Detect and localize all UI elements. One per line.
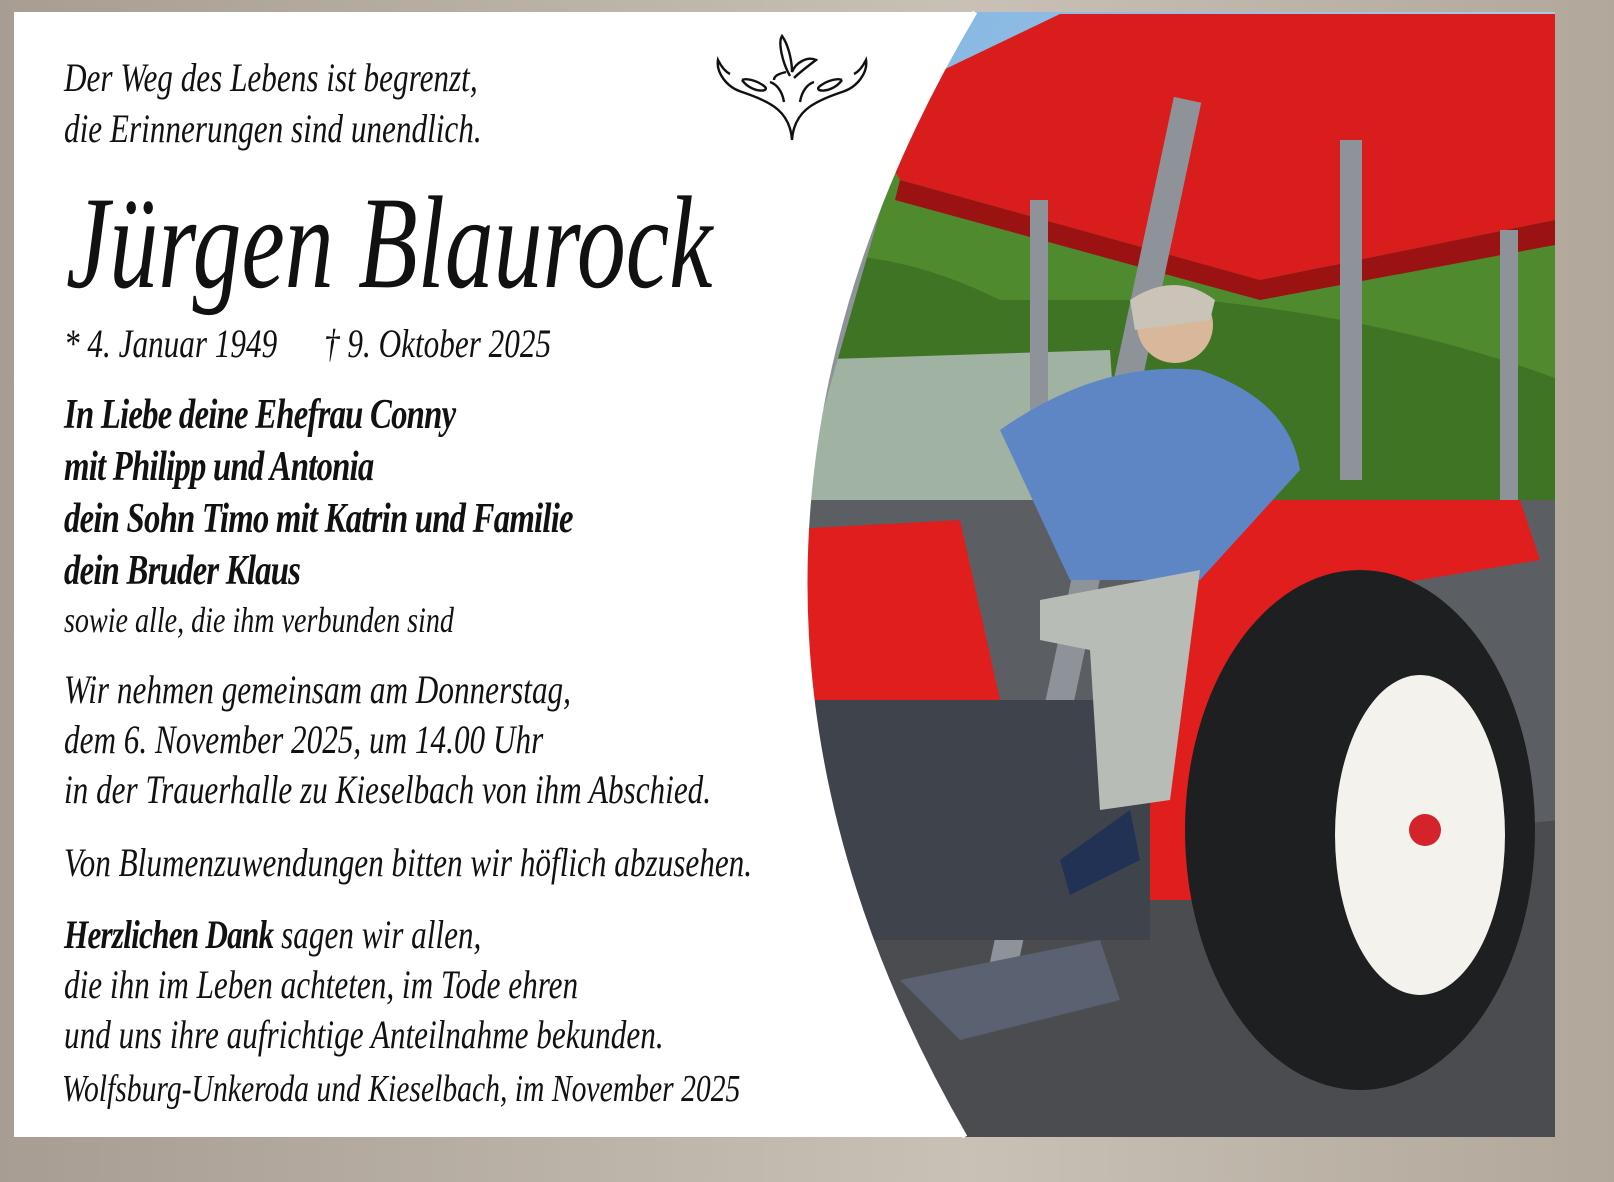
mourner-line: In Liebe deine Ehefrau Conny xyxy=(64,392,456,438)
quote-line-2: die Erinnerungen sind unendlich. xyxy=(64,106,482,151)
thanks-rest: sagen wir allen, xyxy=(273,912,482,957)
deceased-name: Jürgen Blaurock xyxy=(66,169,713,316)
quote-line-1: Der Weg des Lebens ist begrenzt, xyxy=(64,55,478,100)
birth-date: * 4. Januar 1949 xyxy=(64,321,278,366)
thanks-bold: Herzlichen Dank xyxy=(64,912,274,957)
mourners-note: sowie alle, die ihm verbunden sind xyxy=(64,600,454,640)
funeral-line: dem 6. November 2025, um 14.00 Uhr xyxy=(64,717,544,762)
mourner-line: dein Bruder Klaus xyxy=(64,548,301,594)
place-date: Wolfsburg-Unkeroda und Kieselbach, im November 2025 xyxy=(62,1068,741,1110)
funeral-line: in der Trauerhalle zu Kieselbach von ihm Abschied. xyxy=(64,767,712,812)
mourner-line: dein Sohn Timo mit Katrin und Familie xyxy=(64,496,573,542)
funeral-line: Wir nehmen gemeinsam am Donnerstag, xyxy=(64,667,571,712)
flowers-note: Von Blumenzuwendungen bitten wir höflich abzusehen. xyxy=(64,840,753,885)
death-date: † 9. Oktober 2025 xyxy=(324,321,552,366)
mourner-line: mit Philipp und Antonia xyxy=(64,444,374,490)
thanks-line: die ihn im Leben achteten, im Tode ehren xyxy=(64,962,579,1007)
thanks-line: und uns ihre aufrichtige Anteilnahme bekunden. xyxy=(64,1012,664,1057)
